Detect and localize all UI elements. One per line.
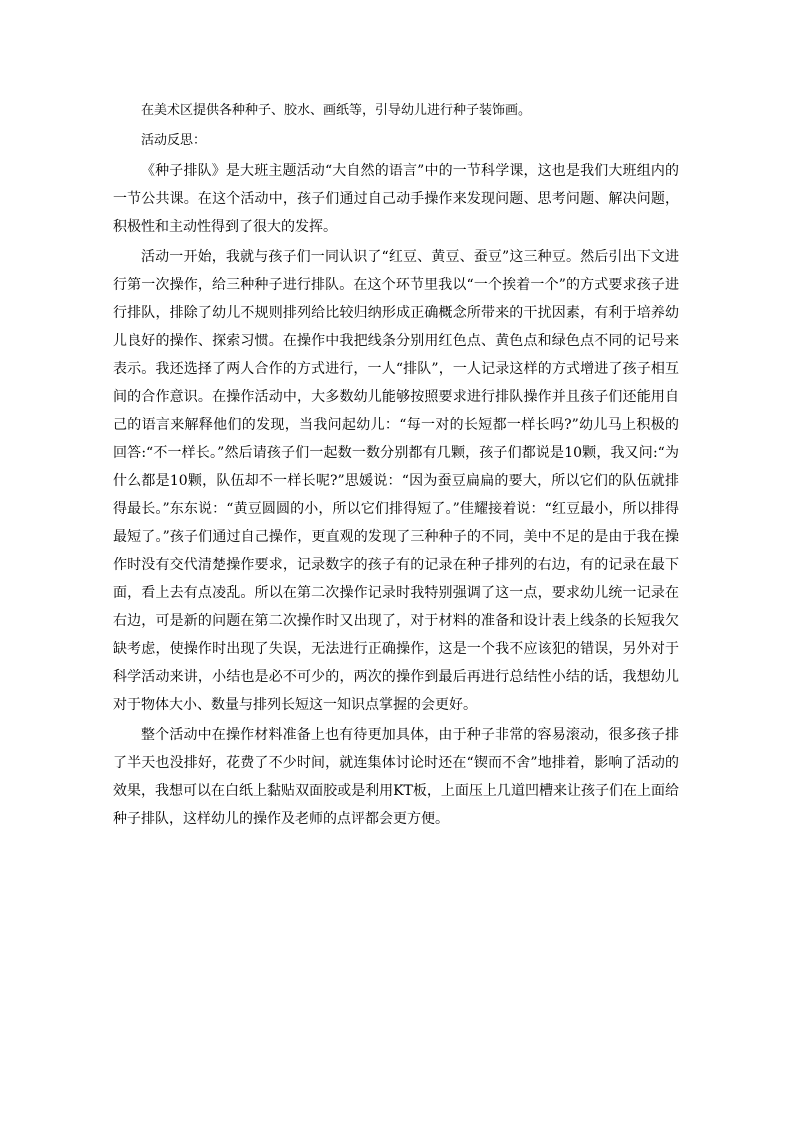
paragraph-lesson-intro: 《种子排队》是大班主题活动“大自然的语言”中的一节科学课，这也是我们大班组内的一节公共课。在这个活动中，孩子们通过自己动手操作来发现问题、思考问题、解决问题，积极性和主动性得到了很大的发挥。 [113, 163, 679, 235]
paragraph-improvement: 整个活动中在操作材料准备上也有待更加具体，由于种子非常的容易滚动，很多孩子排了半天也没排好，花费了不少时间，就连集体讨论时还在“锲而不舍”地排着，影响了活动的效果，我想可以在白纸上黏贴双面胶或是利用KT板，上面压上几道凹槽来让孩子们在上面给种子排队，这样幼儿的操作及老师的点评都会更方便。 [113, 727, 679, 827]
paragraph-art-area: 在美术区提供各种种子、胶水、画纸等，引导幼儿进行种子装饰画。 [141, 103, 532, 118]
paragraph-reflection-heading: 活动反思： [141, 133, 207, 148]
paragraph-activity-process: 活动一开始，我就与孩子们一同认识了“红豆、黄豆、蚕豆”这三种豆。然后引出下文进行第一次操作，给三种种子进行排队。在这个环节里我以“一个挨着一个”的方式要求孩子进行排队，排除了幼儿不规则排列给比较归纳形成正确概念所带来的干扰因素，有利于培养幼儿良好的操作、探索习惯。在操作中我把线条分别用红色点、黄色点和绿色点不同的记号来表示。我还选择了两人合作的方式进行，一人“排队”，一人记录这样的方式增进了孩子相互间的合作意识。在操作活动中，大多数幼儿能够按照要求进行排队操作并且孩子们还能用自己的语言来解释他们的发现，当我问起幼儿：“每一对的长短都一样长吗?”幼儿马上积极的回答:“不一样长。”然后请孩子们一起数一数分别都有几颗，孩子们都说是10颗，我又问:“为什么都是10颗，队伍却不一样长呢?”思媛说：“因为蚕豆扁扁的要大，所以它们的队伍就排得最长。”东东说：“黄豆圆圆的小，所以它们排得短了。”佳耀接着说：“红豆最小，所以排得最短了。”孩子们通过自己操作，更直观的发现了三种种子的不同，美中不足的是由于我在操作时没有交代清楚操作要求，记录数字的孩子有的记录在种子排列的右边，有的记录在最下面，看上去有点凌乱。所以在第二次操作记录时我特别强调了这一点，要求幼儿统一记录在右边，可是新的问题在第二次操作时又出现了，对于材料的准备和设计表上线条的长短我欠缺考虑，使操作时出现了失误，无法进行正确操作，这是一个我不应该犯的错误，另外对于科学活动来讲，小结也是必不可少的，两次的操作到最后再进行总结性小结的话，我想幼儿对于物体大小、数量与排列长短这一知识点掌握的会更好。 [113, 249, 679, 713]
document-body [113, 97, 679, 833]
